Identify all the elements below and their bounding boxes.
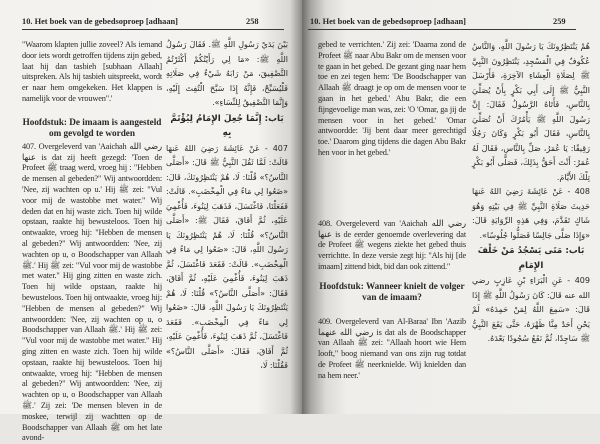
chapter-heading: Hoofdstuk: De imaam is aangesteld om gevolgd te worden	[22, 116, 162, 138]
right-page	[302, 0, 600, 414]
hadith-409: 409. Overgeleverd van Al-Baraa' Ibn 'Aazib رضي الله عنهما is dat als de Boodschapper van Allaah ﷺ zei: "Allaah hoort wie Hem looft," boog niemand van ons zijn rug totdat de Profeet ﷺ neerknielde. Wij knielden dan na hem neer.'	[318, 316, 466, 380]
paragraph-intro: gebed te verrichten.' Zij zei: 'Daarna zond de Profeet ﷺ naar Abu Bakr om de mensen voor te gaan in het gebed. De gezant ging naar hem toe en zei tegen hem: 'De Boodschapper van Allaah ﷺ draagt je op om de mensen voor te gaan in het gebed.' Abu Bakr, die een fijngevoelige man was, zei: 'O 'Omar, ga jij de mensen voor in het gebed.' 'Omar antwoordde: 'Jij bent daar meer gerechtigd toe.' Daarom ging tijdens die dagen Abu Bakr hen voor in het gebed.'	[318, 40, 466, 157]
hadith-407: 407. Overgeleverd van 'Aaichah رضي الله عنها is dat zij heeft gezegd: 'Toen de Profeet ﷺ traag werd, vroeg hij : "Hebben de mensen al gebeden?" Wij antwoordden: 'Nee, zij wachten op u.' Hij ﷺ zei: "Vul voor mij de wastobbe met water." Wij deden dat en hij waste zich. Toen hij wilde opstaan, raakte hij bewusteloos. Toen hij ontwaakte, vroeg hij: "Hebben de mensen al gebeden?" Wij antwoordden: 'Nee, zij wachten op u, o Boodschapper van Allaah ﷺ.' Hij ﷺ zei: "Vul voor mij de wastobbe met water." Hij ging zitten en waste zich. Toen hij wilde opstaan, raakte hij bewusteloos. Toen hij ontwaakte, vroeg hij: "Hebben de mensen al gebeden?" Wij antwoordden: 'Nee, zij wachten op u, o Boodschapper van Allaah ﷺ.' Hij ﷺ zei: "Vul voor mij de wastobbe met water." Hij ging zitten en waste zich. Toen hij wilde opstaan, raakte hij bewusteloos. Toen hij ontwaakte, vroeg hij: "Hebben de mensen al gebeden?" Wij antwoordden: 'Nee, zij wachten op u, o Boodschapper van Allaah ﷺ.' Zij zei: 'De mensen bleven in de moskee, terwijl zij wachtten op de Boodschapper van Allaah ﷺ om het late avond-	[22, 141, 163, 443]
page-number: 259	[553, 17, 566, 26]
running-header: 10. Het boek van de gebedsoproep [adhaan]	[22, 17, 178, 26]
arabic-hadith-409: 409 - عَنِ الْبَرَاءِ بْنِ عَازِبٍ رضي الله عنه قَالَ: كَانَ رَسُولُ اللَّهِ ﷺ إِذَا قَالَ: «سَمِعَ اللَّهُ لِمَنْ حَمِدَهُ» لَمْ يَحْنِ أَحَدٌ مِنَّا ظَهْرَهُ، حَتَّى يَقَعَ النَّبِيُّ ﷺ سَاجِدًا، ثُمَّ نَقَعُ سُجُودًا بَعْدَهُ.	[472, 276, 590, 343]
page-number: 258	[246, 17, 259, 26]
hadith-408: 408. Overgeleverd van 'Aaichah رضي الله عنها is de eerder genoemde overlevering dat de Profeet ﷺ wegens ziekte het gebed thuis verrichtte. In deze versie zegt hij: "Als hij [de imaam] zittend bidt, bid dan ook zittend."	[318, 218, 467, 271]
arabic-column	[166, 38, 288, 374]
header-rule	[308, 29, 576, 30]
running-header: 10. Het boek van de gebedsoproep [adhaan]	[310, 17, 466, 26]
arabic-chapter-heading: بَاب: إِنَّمَا جُعِلَ الإِمَامُ لِيُؤْتَمَّ بِهِ	[170, 113, 284, 138]
arabic-intro: هُمْ يَنْتَظِرُونَكَ يَا رَسُولَ اللَّهِ، وَالنَّاسُ عُكُوفٌ فِي الْمَسْجِدِ، يَنْتَظِرُونَ النَّبِيَّ ﷺ لِصَلَاةِ الْعِشَاءِ الآخِرَةِ، فَأَرْسَلَ النَّبِيُّ ﷺ إِلَى أَبِي بَكْرٍ بِأَنْ يُصَلِّيَ بِالنَّاسِ، فَأَتَاهُ الرَّسُولُ فَقَالَ: إِنَّ رَسُولَ اللَّهِ ﷺ يَأْمُرُكَ أَنْ تُصَلِّيَ بِالنَّاسِ، فَقَالَ أَبُو بَكْرٍ وَكَانَ رَجُلًا رَقِيقًا: يَا عُمَرُ، صَلِّ بِالنَّاسِ، فَقَالَ لَهُ عُمَرُ: أَنْتَ أَحَقُّ بِذَلِكَ، فَصَلَّى أَبُو بَكْرٍ تِلْكَ الأَيَّامَ.	[472, 42, 590, 182]
arabic-intro: بَيْنَ يَدَيْ رَسُولِ اللَّهِ ﷺ. فَقَالَ رَسُولُ اللَّهِ ﷺ: «مَا لِي رَأَيْتُكُمْ أَكْثَرْتُمُ التَّصْفِيقَ، مَنْ رَابَهُ شَيْءٌ فِي صَلَاتِهِ فَلْيُسَبِّحْ، فَإِنَّهُ إِذَا سَبَّحَ الْتُفِتَ إِلَيْهِ، وَإِنَّمَا التَّصْفِيقُ لِلنِّسَاءِ».	[166, 40, 288, 107]
chapter-heading: Hoofdstuk: Wanneer knielt de volger van de imaam?	[319, 280, 465, 302]
dutch-column	[318, 40, 466, 382]
dutch-column	[22, 40, 162, 444]
arabic-chapter-heading: بَاب: مَتَى يَسْجُدُ مَنْ خَلْفَ الإِمَامِ	[477, 246, 585, 271]
arabic-hadith-408: 408 - عَنْ عَائِشَةَ رَضِيَ اللهُ عَنهَا حَدِيثَ صَلَاةِ النَّبِيِّ ﷺ فِي بَيْتِهِ وَهُوَ شَاكٍ تَقَدَّمَ، وَفِي هَذِهِ الرِّوَايَةِ قَالَ: «وَإِذَا صَلَّى جَالِسًا فَصَلُّوا جُلُوسًا».	[472, 187, 590, 240]
arabic-hadith-407: 407 - عَنْ عَائِشَةَ رَضِيَ اللهُ عَنهَا قَالَتْ: لَمَّا ثَقُلَ النَّبِيُّ ﷺ قَالَ: «أَصَلَّى النَّاسُ؟» قُلْنَا: لَا، هُمْ يَنْتَظِرُونَكَ، قَالَ: «ضَعُوا لِي مَاءً فِي الْمِخْضَبِ». قَالَتْ: فَفَعَلْنَا، فَاغْتَسَلَ، فَذَهَبَ لِيَنُوءَ، فَأُغْمِيَ عَلَيْهِ، ثُمَّ أَفَاقَ، فَقَالَ ﷺ: «أَصَلَّى النَّاسُ؟» قُلْنَا: لَا، هُمْ يَنْتَظِرُونَكَ يَا رَسُولَ اللَّهِ، قَالَ: «ضَعُوا لِي مَاءً فِي الْمِخْضَبِ». قَالَتْ: فَقَعَدَ فَاغْتَسَلَ، ثُمَّ ذَهَبَ لِيَنُوءَ، فَأُغْمِيَ عَلَيْهِ، ثُمَّ أَفَاقَ، فَقَالَ: «أَصَلَّى النَّاسُ؟» قُلْنَا: لَا، هُمْ يَنْتَظِرُونَكَ يَا رَسُولَ اللَّهِ، قَالَ: «ضَعُوا لِي مَاءً فِي الْمِخْضَبِ». فَقَعَدَ فَاغْتَسَلَ، ثُمَّ ذَهَبَ لِيَنُوءَ، فَأُغْمِيَ عَلَيْهِ، ثُمَّ أَفَاقَ، فَقَالَ: «أَصَلَّى النَّاسُ؟» فَقُلْنَا: لَا،	[166, 143, 288, 370]
arabic-column	[472, 40, 590, 347]
header-rule	[22, 29, 284, 30]
paragraph-intro: "Waarom klapten jullie zoveel? Als iemand door iets wordt getroffen tijdens zijn gebed, laat hij dan tasbieh [subhaan Allaah] uitspreken. Als hij tasbieh uitspreekt, wordt er naar hem omgekeken. Het klappen is namelijk voor de vrouwen".'	[22, 40, 162, 103]
